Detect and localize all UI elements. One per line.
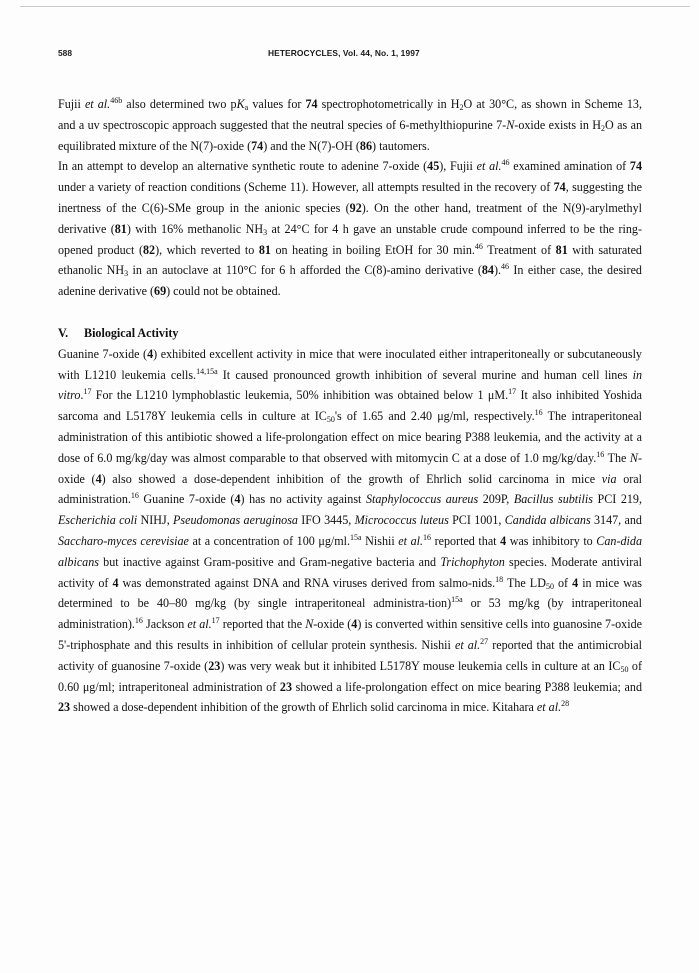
paragraph-2: In an attempt to develop an alternative synthetic route to adenine 7-oxide (45), Fujii et al.$^{46}$ examined amination of 74 under a variety of reaction conditions (Scheme 11). However, all attempts resulted in the recovery of 74, suggesting the inertness of the C(6)-SMe group in the anionic species (92). On the other hand, treatment of the N(9)-arylmethyl derivative (81) with 16% methanolic $NH_3$ at 24°C for 4 h gave an unstable crude compound inferred to be the ring-opened product (82), which reverted to 81 on heating in boiling EtOH for 30 min.$^{46}$ Treatment of 81 with saturated ethanolic $NH_3$ in an autoclave at 110°C for 6 h afforded the C(8)-amino derivative (84).$^{46}$ In either case, the desired adenine derivative (69) could not be obtained. [58, 158, 643, 299]
body-text [58, 94, 642, 718]
page-number: 588 [58, 48, 72, 58]
section-title: Biological Activity [84, 325, 179, 340]
paragraph-3: Guanine 7-oxide (4) exhibited excellent activity in mice that were inoculated either intraperitoneally or subcutaneously with L1210 leukemia cells.$^{14,15a}$ It caused pronounced growth inhibition of several murine and human cell lines in vitro.$^{17}$ For the L1210 lymphoblastic leukemia, 50% inhibition was obtained below 1 μM.$^{17}$ It also inhibited Yoshida sarcoma and L5178Y leukemia cells in culture at $IC_{50}'s$ of 1.65 and 2.40 μg/ml, respectively.$^{16}$ The intraperitoneal administration of this antibiotic showed a life-prolongation effect on mice bearing P388 leukemia, and the activity at a dose of 6.0 mg/kg/day was almost comparable to that observed with mitomycin C at a dose of 1.0 mg/kg/day.$^{16}$ The N-oxide (4) also showed a dose-dependent inhibition of the growth of Ehrlich solid carcinoma in mice via oral administration.$^{16}$ Guanine 7-oxide (4) has no activity against Staphylococcus aureus 209P, Bacillus subtilis PCI 219, Escherichia coli NIHJ, Pseudomonas aeruginosa IFO 3445, Micrococcus luteus PCI 1001, Candida albicans 3147, and Saccharo-myces cerevisiae at a concentration of 100 μg/ml.$^{15a}$ Nishii et al.$^{16}$ reported that 4 was inhibitory to Can-dida albicans but inactive against Gram-positive and Gram-negative bacteria and Trichophyton species. Moderate antiviral activity of 4 was demonstrated against DNA and RNA viruses derived from salmo-nids.$^{18}$ The $LD_{50}$ of 4 in mice was determined to be 40–80 mg/kg (by single intraperitoneal administra-tion)$^{15a}$ or 53 mg/kg (by intraperitoneal administration).$^{16}$ Jackson et al.$^{17}$ reported that the N-oxide (4) is converted within sensitive cells into guanosine 7-oxide 5'-triphosphate and this results in inhibition of cellular protein synthesis. Nishii et al.$^{27}$ reported that the antimicrobial activity of guanosine 7-oxide (23) was very weak but it inhibited L5178Y mouse leukemia cells in culture at an $IC_{50}$ of 0.60 μg/ml; intraperitoneal administration of 23 showed a life-prolongation effect on mice bearing P388 leukemia; and 23 showed a dose-dependent inhibition of the growth of Ehrlich solid carcinoma in mice. Kitahara et al.$^{28}$ [58, 346, 643, 715]
paragraph-1: Fujii et al.$^{46b}$ also determined two $pK_a$ values for 74 spectrophotometrically in $H_2O$ at 30°C, as shown in Scheme 13, and a uv spectroscopic approach suggested that the neutral species of 6-methylthiopurine 7-N-oxide exists in $H_2O$ as an equilibrated mixture of the N(7)-oxide (74) and the N(7)-OH (86) tautomers. [58, 96, 642, 153]
section-heading [58, 323, 642, 344]
section-number: V. [58, 325, 69, 340]
top-rule [20, 6, 690, 7]
journal-citation: HETEROCYCLES, Vol. 44, No. 1, 1997 [268, 48, 420, 58]
